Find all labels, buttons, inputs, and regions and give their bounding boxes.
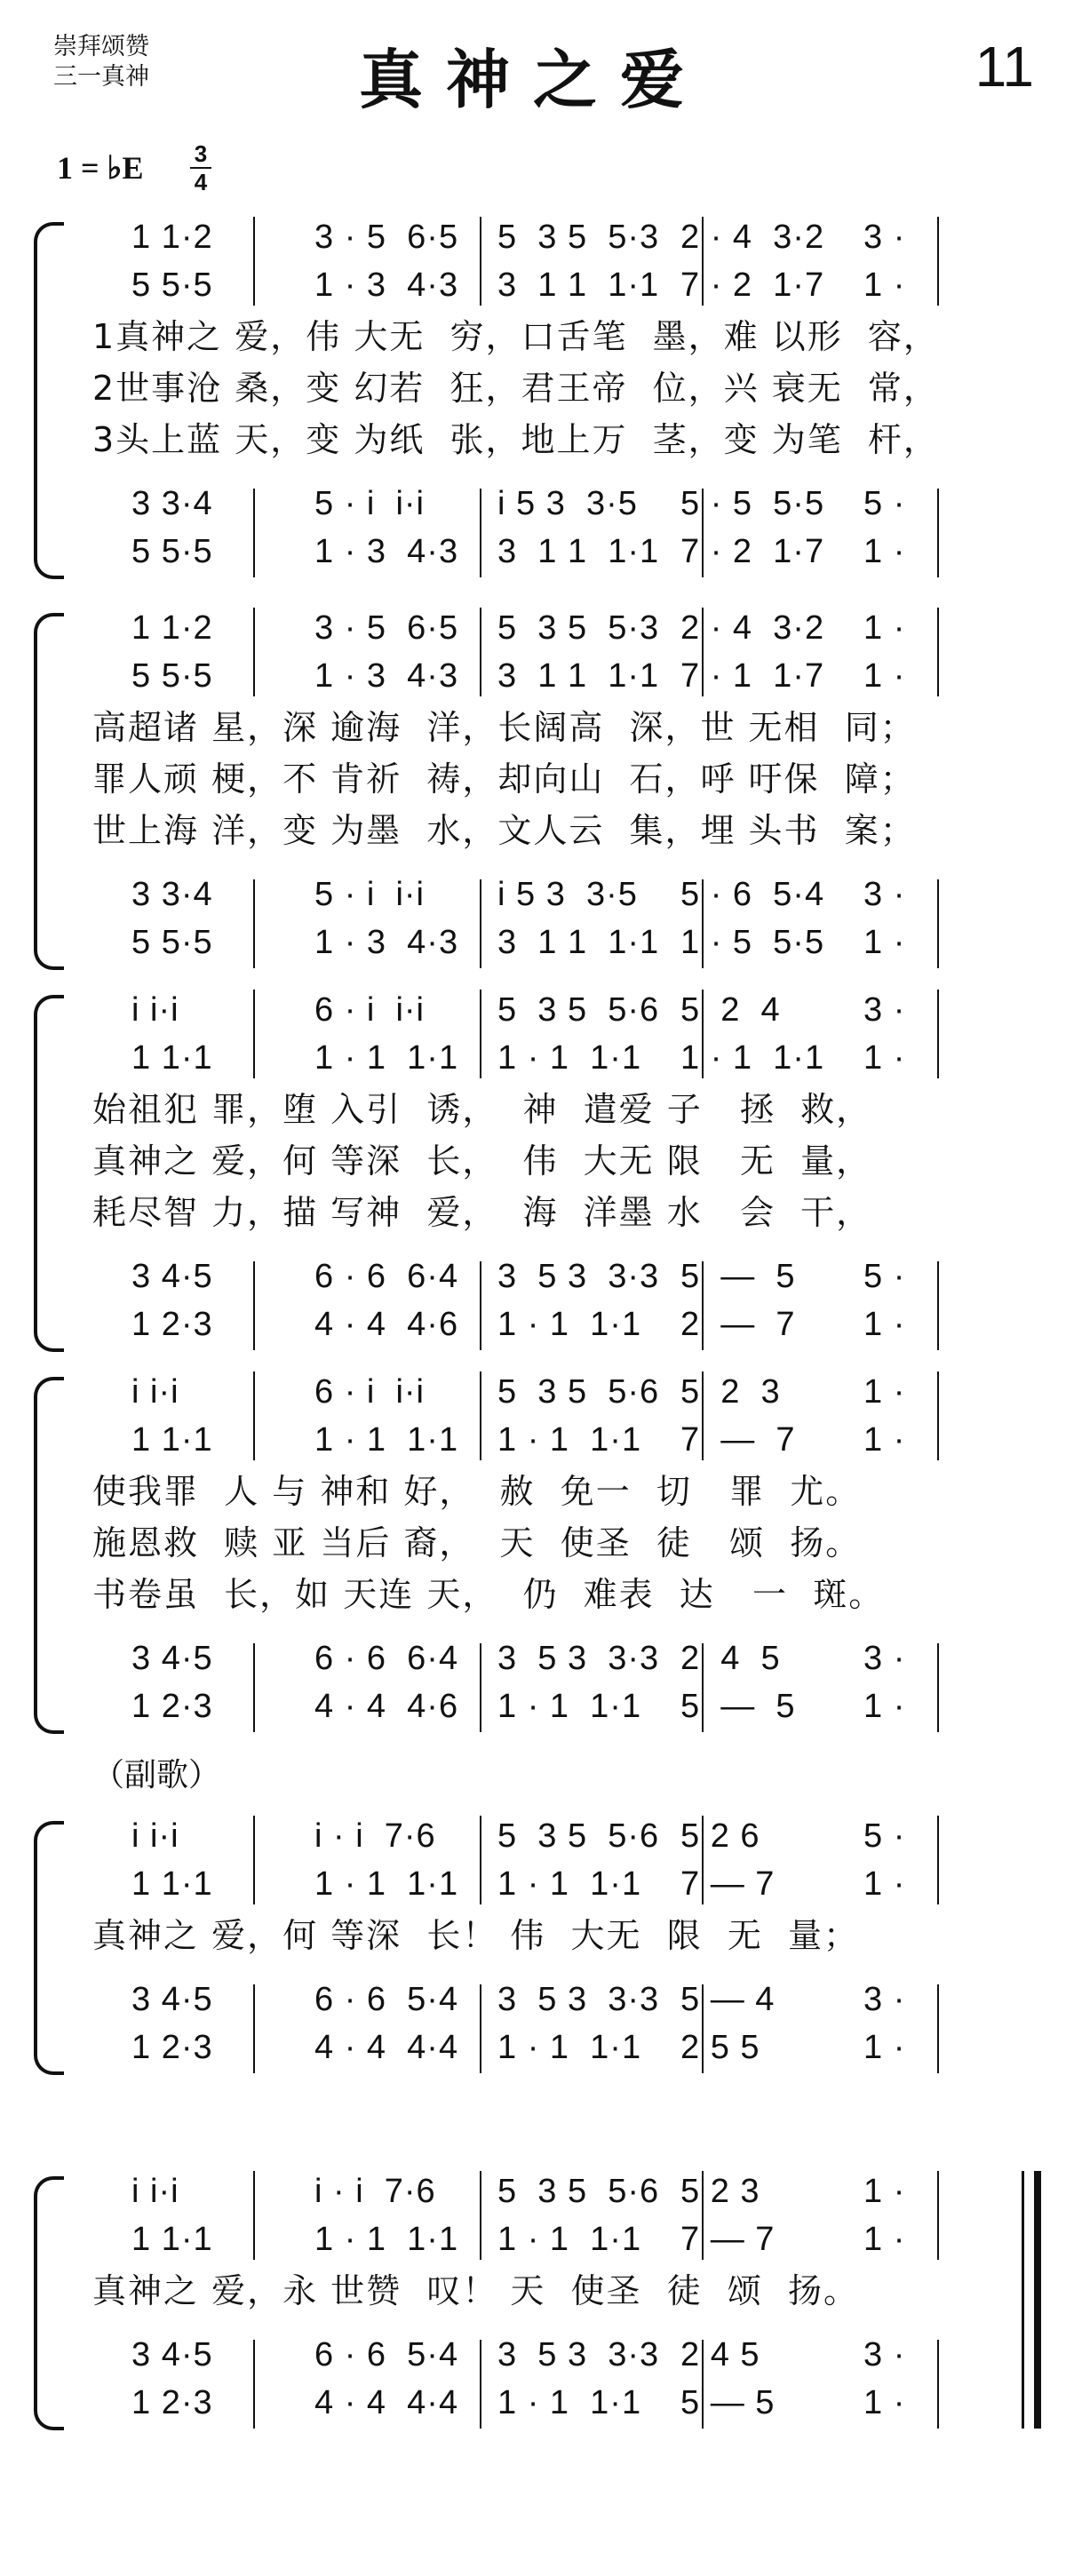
measure: 1 · 1 1·1	[497, 1864, 642, 1903]
measure: 5 3 5 5·6	[497, 1817, 660, 1855]
measure: 1 · 1 1·1	[314, 1864, 459, 1903]
measure: 5 · 6 5·4	[680, 875, 825, 913]
score-system	[0, 604, 1066, 972]
lyric-line: 使我罪 人 与 神和 好， 赦 免一 切 罪 尤。	[92, 1472, 862, 1511]
measure: 3 ·	[863, 218, 906, 256]
measure: 5 ·	[863, 1817, 906, 1855]
measure: 6 · 6 6·4	[314, 1639, 459, 1677]
barline	[480, 1816, 481, 1904]
measure: 5 5·5	[131, 532, 213, 570]
measure: i i·i	[131, 1817, 179, 1855]
barline	[480, 489, 481, 577]
measure: 3 · 5 6·5	[314, 218, 459, 256]
barline	[253, 1643, 255, 1732]
barline	[253, 1371, 255, 1460]
barline	[702, 1643, 704, 1732]
measure: 1 ·	[863, 1420, 906, 1459]
barline	[702, 489, 704, 577]
measure: 7 — 7	[680, 1420, 796, 1459]
lyric-line: 世上海 洋，变 为墨 水，文人云 集，埋 头书 案；	[92, 811, 916, 850]
barline	[937, 2171, 939, 2260]
page-number: 11	[975, 35, 1034, 99]
barline	[937, 990, 939, 1078]
measure: 3 ·	[863, 1980, 906, 2018]
barline	[480, 879, 481, 968]
measure: 5 5·5	[131, 266, 213, 304]
lyric-line: 3头上蓝 天，变 为纸 张，地上万 茎，变 为笔 杆，	[92, 420, 939, 459]
measure: 7 · 2 1·7	[680, 266, 825, 304]
measure: 1 · 1 1·1	[497, 1687, 642, 1725]
key-signature: 1 = ♭E	[57, 150, 144, 186]
measure: 6 · i i·i	[314, 1372, 425, 1411]
measure: 5 — 5	[680, 2383, 776, 2421]
measure: 1 · 1 1·1	[680, 1038, 825, 1077]
measure: 5 · i i·i	[314, 484, 425, 522]
measure: 5 2 3	[680, 2172, 760, 2210]
measure: i 5 3 3·5	[497, 875, 638, 913]
system-brace	[34, 2176, 64, 2430]
measure: 3 ·	[863, 990, 906, 1029]
lyric-line: 书卷虽 长，如 天连 天， 仍 难表 达 一 斑。	[92, 1575, 885, 1614]
time-sig-top: 3	[194, 140, 208, 167]
lyric-line: 2世事沧 桑，变 幻若 狂，君王帝 位，兴 衰无 常，	[92, 369, 939, 408]
barline	[702, 990, 704, 1078]
measure: 1 1·1	[131, 1038, 213, 1077]
barline	[253, 1984, 255, 2073]
measure: 3 4·5	[131, 2335, 213, 2373]
barline	[480, 608, 481, 696]
barline	[253, 489, 255, 577]
measure: 5 3 5 5·6	[497, 2172, 660, 2210]
measure: 1 · 1 1·1	[497, 2028, 642, 2066]
barline	[702, 1371, 704, 1460]
barline	[253, 1261, 255, 1350]
measure: 1 2·3	[131, 1687, 213, 1725]
measure: 1 · 3 4·3	[314, 656, 459, 695]
measure: 1 · 1 1·1	[497, 1305, 642, 1343]
measure: 1 ·	[863, 1687, 906, 1725]
barline	[253, 1816, 255, 1904]
measure: 5 3 5 5·3	[497, 608, 660, 647]
measure: 3 1 1 1·1	[497, 532, 660, 570]
measure: i 5 3 3·5	[497, 484, 638, 522]
measure: 7 — 7	[680, 1864, 776, 1903]
barline	[937, 2340, 939, 2429]
category-line-2: 三一真神	[53, 63, 149, 91]
system-brace	[34, 222, 64, 579]
measure: 3 3·4	[131, 484, 213, 522]
measure: 5 3 5 5·6	[497, 990, 660, 1029]
barline	[702, 1984, 704, 2073]
page-header	[0, 0, 1066, 151]
measure: 6 · 6 5·4	[314, 2335, 459, 2373]
lyric-line: 耗尽智 力，描 写神 爱， 海 洋墨 水 会 干，	[92, 1193, 872, 1232]
measure: 5 ·	[863, 1257, 906, 1295]
measure: 1 ·	[863, 1305, 906, 1343]
measure: 1 ·	[863, 1372, 906, 1411]
measure: 5 ·	[863, 484, 906, 522]
barline	[480, 2340, 481, 2429]
barline	[253, 217, 255, 306]
measure: 3 ·	[863, 875, 906, 913]
lyric-line: 真神之 爱，永 世赞 叹！ 天 使圣 徒 颂 扬。	[92, 2271, 860, 2310]
measure: 4 · 4 4·6	[314, 1305, 459, 1343]
measure: 2 4 5	[680, 2335, 760, 2373]
measure: 6 · 6 6·4	[314, 1257, 459, 1295]
measure: 3 5 3 3·3	[497, 1257, 660, 1295]
barline	[702, 1816, 704, 1904]
measure: 3 · 5 6·5	[314, 608, 459, 647]
measure: 5 2 6	[680, 1817, 760, 1855]
measure: 4 · 4 4·6	[314, 1687, 459, 1725]
measure: 3 4·5	[131, 1257, 213, 1295]
measure: 1 1·1	[131, 2220, 213, 2258]
measure: 1 ·	[863, 2028, 906, 2066]
measure: 7 · 1 1·7	[680, 656, 825, 695]
measure: 5 · i i·i	[314, 875, 425, 913]
measure: 1 · 3 4·3	[314, 266, 459, 304]
barline	[480, 217, 481, 306]
measure: 1 1·1	[131, 1864, 213, 1903]
barline	[480, 1984, 481, 2073]
measure: 5 2 3	[680, 1372, 781, 1411]
measure: 1 · 1 1·1	[314, 2220, 459, 2258]
measure: i i·i	[131, 2172, 179, 2210]
measure: 2 — 7	[680, 1305, 796, 1343]
lyric-line: 真神之 爱，何 等深 长， 伟 大无 限 无 量，	[92, 1141, 872, 1181]
barline	[253, 990, 255, 1078]
barline	[937, 1816, 939, 1904]
measure: 1 1·2	[131, 218, 213, 256]
time-sig-bottom: 4	[194, 169, 208, 195]
barline	[937, 217, 939, 306]
measure: 3 5 3 3·3	[497, 1980, 660, 2018]
barline	[253, 608, 255, 696]
measure: 1 ·	[863, 1864, 906, 1903]
score-system	[0, 1757, 1066, 2077]
measure: 1 ·	[863, 532, 906, 570]
barline	[480, 990, 481, 1078]
measure: 3 1 1 1·1	[497, 656, 660, 695]
measure: 2 · 4 3·2	[680, 218, 825, 256]
measure: i · i 7·6	[314, 2172, 436, 2210]
measure: 2 5 5	[680, 2028, 760, 2066]
measure: 1 2·3	[131, 2028, 213, 2066]
score-system	[0, 1368, 1066, 1736]
measure: 3 4·5	[131, 1980, 213, 2018]
barline	[937, 489, 939, 577]
time-signature	[190, 142, 211, 194]
barline	[702, 608, 704, 696]
measure: i i·i	[131, 1372, 179, 1411]
song-title: 真神之爱	[358, 43, 707, 117]
barline	[937, 1371, 939, 1460]
barline	[480, 1371, 481, 1460]
measure: 5 3 5 5·6	[497, 1372, 660, 1411]
measure: 1 ·	[863, 656, 906, 695]
measure: 1 · 1 1·1	[497, 1038, 642, 1077]
measure: 1 ·	[863, 1038, 906, 1077]
measure: 1 1·2	[131, 608, 213, 647]
measure: 3 ·	[863, 1639, 906, 1677]
chorus-label: （副歌）	[92, 1757, 221, 1793]
measure: 1 ·	[863, 2220, 906, 2258]
measure: 3 ·	[863, 2335, 906, 2373]
measure: 3 1 1 1·1	[497, 923, 660, 961]
measure: 5 2 4	[680, 990, 781, 1029]
barline	[937, 1984, 939, 2073]
final-barline	[1034, 2171, 1041, 2429]
barline	[253, 2340, 255, 2429]
measure: 5 3 5 5·3	[497, 218, 660, 256]
measure: 5 5·5	[131, 923, 213, 961]
barline	[253, 879, 255, 968]
lyric-line: 高超诸 星，深 逾海 洋，长阔高 深，世 无相 同；	[92, 708, 916, 747]
measure: 4 · 4 4·4	[314, 2383, 459, 2421]
final-barline	[1022, 2171, 1024, 2429]
barline	[702, 879, 704, 968]
barline	[702, 2340, 704, 2429]
lyric-line: 真神之 爱，何 等深 长！ 伟 大无 限 无 量；	[92, 1916, 860, 1955]
measure: 1 · 1 1·1	[497, 1420, 642, 1459]
system-brace	[34, 613, 64, 970]
measure: 3 4·5	[131, 1639, 213, 1677]
system-brace	[34, 995, 64, 1352]
measure: 5 — 4	[680, 1980, 776, 2018]
measure: 6 · 6 5·4	[314, 1980, 459, 2018]
measure: 1 · 1 1·1	[497, 2383, 642, 2421]
score-system	[0, 2167, 1066, 2432]
measure: 6 · i i·i	[314, 990, 425, 1029]
barline	[702, 2171, 704, 2260]
barline	[480, 2171, 481, 2260]
score-system	[0, 213, 1066, 581]
barline	[937, 608, 939, 696]
measure: 3 3·4	[131, 875, 213, 913]
measure: 1 1·1	[131, 1420, 213, 1459]
barline	[480, 1643, 481, 1732]
measure: 1 · 3 4·3	[314, 923, 459, 961]
measure: 5 · 5 5·5	[680, 484, 825, 522]
barline	[253, 2171, 255, 2260]
system-brace	[34, 1377, 64, 1734]
barline	[937, 1261, 939, 1350]
measure: 3 1 1 1·1	[497, 266, 660, 304]
measure: 7 · 2 1·7	[680, 532, 825, 570]
measure: 1 2·3	[131, 2383, 213, 2421]
system-brace	[34, 1821, 64, 2075]
barline	[937, 879, 939, 968]
measure: 5 — 5	[680, 1257, 796, 1295]
measure: 5 5·5	[131, 656, 213, 695]
measure: 1 · 1 1·1	[314, 1420, 459, 1459]
lyric-line: 施恩救 赎 亚 当后 裔， 天 使圣 徒 颂 扬。	[92, 1523, 862, 1562]
measure: 3 5 3 3·3	[497, 1639, 660, 1677]
score-system	[0, 986, 1066, 1354]
measure: 3 5 3 3·3	[497, 2335, 660, 2373]
measure: 7 — 7	[680, 2220, 776, 2258]
barline	[702, 217, 704, 306]
lyric-line: 1真神之 爱，伟 大无 穷，口舌笔 墨，难 以形 容，	[92, 317, 939, 356]
category-line-1: 崇拜颂赞	[53, 33, 149, 60]
measure: 4 · 4 4·4	[314, 2028, 459, 2066]
measure: 1 ·	[863, 923, 906, 961]
measure: 1 ·	[863, 2383, 906, 2421]
measure: 1 · 3 4·3	[314, 532, 459, 570]
lyric-line: 始祖犯 罪，堕 入引 诱， 神 遣爱 子 拯 救，	[92, 1090, 872, 1129]
measure: 2 · 4 3·2	[680, 608, 825, 647]
measure: i i·i	[131, 990, 179, 1029]
measure: 1 ·	[863, 2172, 906, 2210]
barline	[480, 1261, 481, 1350]
measure: 1 · 1 1·1	[497, 2220, 642, 2258]
measure: 1 ·	[863, 608, 906, 647]
barline	[937, 1643, 939, 1732]
measure: i · i 7·6	[314, 1817, 436, 1855]
measure: 1 ·	[863, 266, 906, 304]
measure: 1 2·3	[131, 1305, 213, 1343]
barline	[702, 1261, 704, 1350]
measure: 1 · 1 1·1	[314, 1038, 459, 1077]
lyric-line: 罪人顽 梗，不 肯祈 祷，却向山 石，呼 吁保 障；	[92, 759, 916, 799]
measure: 5 — 5	[680, 1687, 796, 1725]
measure: 1 · 5 5·5	[680, 923, 825, 961]
measure: 2 4 5	[680, 1639, 781, 1677]
